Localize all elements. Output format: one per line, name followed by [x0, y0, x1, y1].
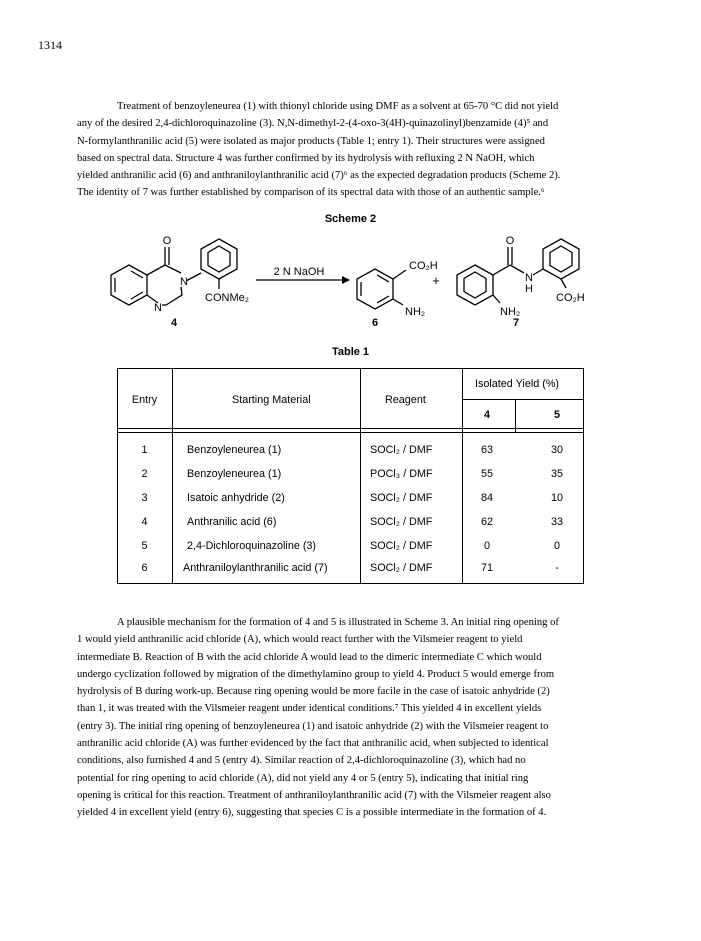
label-n4a: N: [180, 276, 188, 288]
compound-number-4: 4: [170, 317, 178, 329]
table-subheader-rule: [462, 399, 584, 400]
header-isolated-yield: Isolated Yield (%): [475, 378, 560, 390]
table-header-rule: [117, 428, 584, 429]
text-line: intermediate B. Reaction of B with the acid chloride A would lead to the dimeric intermediate C which would: [77, 651, 542, 663]
paragraph-1: [77, 98, 637, 202]
header-yield-4: 4: [483, 409, 490, 421]
text-line: opening is critical for this reaction. Treatment of anthraniloylanthranilic acid (7) with the Vilsmeier reagent also: [77, 789, 551, 801]
compound-number-7: 7: [512, 317, 520, 329]
table-col-divider: [515, 399, 516, 433]
label-o4: O: [162, 235, 172, 247]
cell-material: Benzoyleneurea (1): [187, 444, 282, 456]
cell-reagent: SOCl₂ / DMF: [370, 444, 433, 456]
page-number: 1314: [38, 38, 62, 52]
cell-yield-5: 30: [550, 444, 563, 456]
table-col-divider: [360, 368, 361, 584]
label-nh2-6: NH₂: [405, 306, 426, 318]
text-line: N-formylanthranilic acid (5) were isolated as major products (Table 1; entry 1). Their structures were assigned: [77, 135, 545, 147]
table-col-divider: [172, 368, 173, 584]
header-entry: Entry: [131, 394, 158, 406]
cell-reagent: POCl₃ / DMF: [370, 468, 433, 480]
text-line: conditions, also furnished 4 and 5 (entry 4). Similar reaction of 2,4-dichloroquinazoline (3), which had no: [77, 755, 526, 767]
text-line: yielded anthranilic acid (6) and anthraniloylanthranilic acid (7)⁶ as the expected degradation products (Scheme 2).: [77, 170, 561, 182]
cell-entry: 2: [141, 468, 148, 480]
label-co2h-7: CO₂H: [556, 292, 585, 304]
text-line: yielded 4 in excellent yield (entry 6), suggesting that species C is a possible intermediate in the formation of 4.: [77, 807, 547, 819]
cell-yield-5: 0: [553, 540, 560, 552]
header-yield-5: 5: [553, 409, 560, 421]
cell-reagent: SOCl₂ / DMF: [370, 562, 433, 574]
cell-entry: 5: [141, 540, 148, 552]
results-table: [117, 368, 584, 584]
label-n4b: N: [154, 302, 162, 314]
cell-yield-4: 0: [483, 540, 490, 552]
text-line: any of the desired 2,4-dichloroquinazoline (3). N,N-dimethyl-2-(4-oxo-3(4H)-quinazolinyl)benzamide (4)⁵ and: [77, 118, 549, 130]
table-header-rule-2: [117, 432, 584, 433]
paragraph-2: [77, 614, 637, 822]
table-top-rule: [117, 368, 584, 369]
table-bottom-rule: [117, 583, 584, 584]
cell-yield-5: 35: [550, 468, 563, 480]
label-o7: O: [505, 235, 515, 247]
cell-material: Anthranilic acid (6): [187, 516, 277, 528]
cell-yield-4: 62: [480, 516, 493, 528]
text-line: The identity of 7 was further established by comparison of its spectral data with those of an authentic sample.⁶: [77, 187, 545, 199]
cell-yield-5: 33: [550, 516, 563, 528]
cell-reagent: SOCl₂ / DMF: [370, 540, 433, 552]
cell-reagent: SOCl₂ / DMF: [370, 516, 433, 528]
cell-yield-4: 55: [480, 468, 493, 480]
header-reagent: Reagent: [385, 394, 426, 406]
text-line: A plausible mechanism for the formation of 4 and 5 is illustrated in Scheme 3. An initial ring opening of: [117, 617, 559, 628]
text-line: anthranilic acid chloride (A) was further evidenced by the fact that anthranilic acid, when subjected to identical: [77, 738, 549, 750]
cell-material: 2,4-Dichloroquinazoline (3): [187, 540, 317, 552]
scheme-title: Scheme 2: [324, 213, 377, 225]
text-line: Treatment of benzoyleneurea (1) with thionyl chloride using DMF as a solvent at 65-70 °C did not yield: [117, 101, 559, 112]
cell-reagent: SOCl₂ / DMF: [370, 492, 433, 504]
cell-entry: 3: [141, 492, 148, 504]
label-co2h-6: CO₂H: [409, 260, 438, 272]
cell-entry: 6: [141, 562, 148, 574]
text-line: potential for ring opening to acid chloride (A), did not yield any 4 or 5 (entry 5), indicating that initial ring: [77, 772, 529, 784]
header-starting-material: Starting Material: [232, 394, 311, 406]
reagent-label: 2 N NaOH: [273, 266, 325, 278]
label-conme2: CONMe₂: [205, 292, 249, 304]
table-title: Table 1: [331, 346, 370, 358]
cell-yield-4: 63: [480, 444, 493, 456]
text-line: (entry 3). The initial ring opening of benzoyleneurea (1) and isatoic anhydride (2) with the Vilsmeier reagent to: [77, 720, 549, 732]
cell-material: Isatoic anhydride (2): [187, 492, 285, 504]
cell-yield-4: 71: [480, 562, 493, 574]
plus-sign: +: [432, 273, 440, 288]
text-line: than 1, it was treated with the Vilsmeier reagent under identical conditions.⁷ This yielded 4 in excellent yields: [77, 703, 542, 715]
cell-yield-5: 10: [550, 492, 563, 504]
text-line: based on spectral data. Structure 4 was further confirmed by its hydrolysis with refluxing 2 N NaOH, which: [77, 152, 535, 164]
cell-yield-4: 84: [480, 492, 493, 504]
cell-entry: 1: [141, 444, 148, 456]
compound-number-6: 6: [371, 317, 379, 329]
label-h7: H: [525, 283, 533, 295]
cell-yield-5: -: [555, 562, 559, 574]
text-line: 1 would yield anthranilic acid chloride (A), which would react further with the Vilsmeier reagent to yield: [77, 634, 523, 646]
text-line: undergo cyclization followed by migration of the dimethylamino group to yield 4. Product 5 would emerge from: [77, 668, 555, 680]
label-n7: N: [525, 272, 533, 284]
text-line: hydrolysis of B during work-up. Because ring opening would be more facile in the case of isatoic anhydride (2): [77, 686, 550, 698]
cell-material: Benzoyleneurea (1): [187, 468, 282, 480]
label-nh2-7: NH₂: [500, 306, 521, 318]
scheme-2-diagram: [0, 225, 701, 340]
cell-material: Anthraniloylanthranilic acid (7): [183, 562, 328, 574]
cell-entry: 4: [141, 516, 148, 528]
